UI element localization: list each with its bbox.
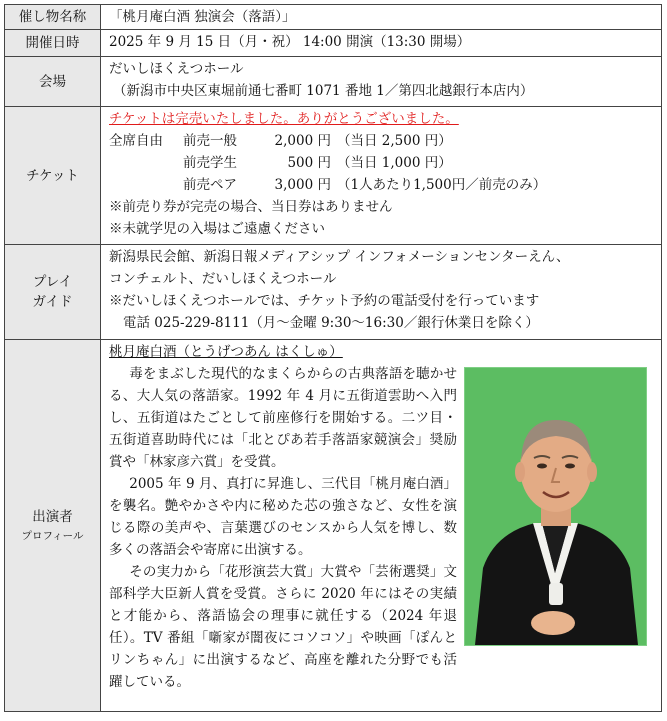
guide-line-3: ※だいしほくえつホールでは、チケット予約の電話受付を行っています (109, 293, 540, 309)
profile-label: 出演者 プロフィール (5, 340, 101, 712)
venue-value (101, 57, 662, 107)
profile-value (101, 340, 662, 712)
row-venue (5, 57, 662, 107)
row-event-name (5, 5, 662, 30)
price-amount: 2,000 円 (274, 133, 331, 149)
date-label: 開催日時 (5, 30, 101, 57)
guide-phone: 電話 025-229-8111（月～金曜 9:30～16:30／銀行休業日を除く） (123, 315, 539, 331)
profile-paragraph-1: 毒をまぶした現代的なまくらからの古典落語を聴かせる、大人気の落語家。1992 年 4 月に五街道雲助へ入門し、五街道はたごとして前座修行を開始する。二ツ目・五街道喜助時代には「北とぴあ若手落語家競演会」奨励賞や「林家彦六賞」を受賞。 (109, 366, 457, 470)
seat-type: 全席自由 (109, 133, 163, 149)
row-ticket (5, 107, 662, 245)
price-amount: 3,000 円 (274, 177, 331, 193)
event-name-label: 催し物名称 (5, 5, 101, 30)
ticket-note-sameday: ※前売り券が完売の場合、当日券はありません (109, 199, 393, 215)
price-type: 前売一般 (183, 133, 237, 149)
event-name-value: 「桃月庵白酒 独演会（落語）」 (101, 5, 662, 30)
price-row-pair (109, 174, 653, 196)
price-note: （当日 2,500 円） (337, 133, 452, 149)
price-row-student (109, 152, 653, 174)
venue-label: 会場 (5, 57, 101, 107)
price-type: 前売学生 (183, 155, 237, 171)
price-amount: 500 円 (287, 155, 331, 171)
price-note: （当日 1,000 円） (337, 155, 452, 171)
price-row-general (109, 130, 653, 152)
price-note: （1人あたり1,500円／前売のみ） (337, 177, 547, 193)
profile-paragraph-3: その実力から「花形演芸大賞」大賞や「芸術選奨」文部科学大臣新人賞を受賞。さらに 2020 年にはその実績と才能から、落語協会の理事に就任する（2024 年退任）。TV 番組「噺家が闇夜にコソコソ」や映画「ぽんとリンちゃん」に出演するなど、高座を離れた分野でも活躍している。 (109, 564, 457, 690)
ticket-label: チケット (5, 107, 101, 245)
playguide-label: プレイ ガイド (5, 245, 101, 340)
row-profile (5, 340, 662, 712)
performer-name: 桃月庵白酒（とうげつあん はくしゅ） (109, 344, 343, 360)
price-type: 前売ペア (183, 177, 237, 193)
profile-text (109, 363, 457, 693)
playguide-value (101, 245, 662, 340)
performer-portrait-image (465, 368, 646, 645)
performer-photo (464, 367, 647, 646)
date-value: 2025 年 9 月 15 日（月・祝） 14:00 開演（13:30 開場） (101, 30, 662, 57)
soldout-notice: チケットは完売いたしました。ありがとうございました。 (109, 111, 459, 127)
profile-paragraph-2: 2005 年 9 月、真打に昇進し、三代目「桃月庵白酒」を襲名。艶やかさや内に秘めた芯の強さなど、女性を演じる際の美声や、言葉選びのセンスから人気を博し、数多くの落語会や寄席に出演する。 (109, 476, 457, 558)
guide-line-2: コンチェルト、だいしほくえつホール (109, 271, 337, 287)
guide-line-1: 新潟県民会館、新潟日報メディアシップ インフォメーションセンターえん、 (109, 249, 570, 265)
row-playguide (5, 245, 662, 340)
event-info-table (4, 4, 662, 712)
venue-address: （新潟市中央区東堀前通七番町 1071 番地 1／第四北越銀行本店内） (113, 83, 534, 99)
row-date (5, 30, 662, 57)
ticket-value (101, 107, 662, 245)
ticket-note-children: ※未就学児の入場はご遠慮ください (109, 221, 325, 237)
venue-name: だいしほくえつホール (109, 61, 244, 77)
